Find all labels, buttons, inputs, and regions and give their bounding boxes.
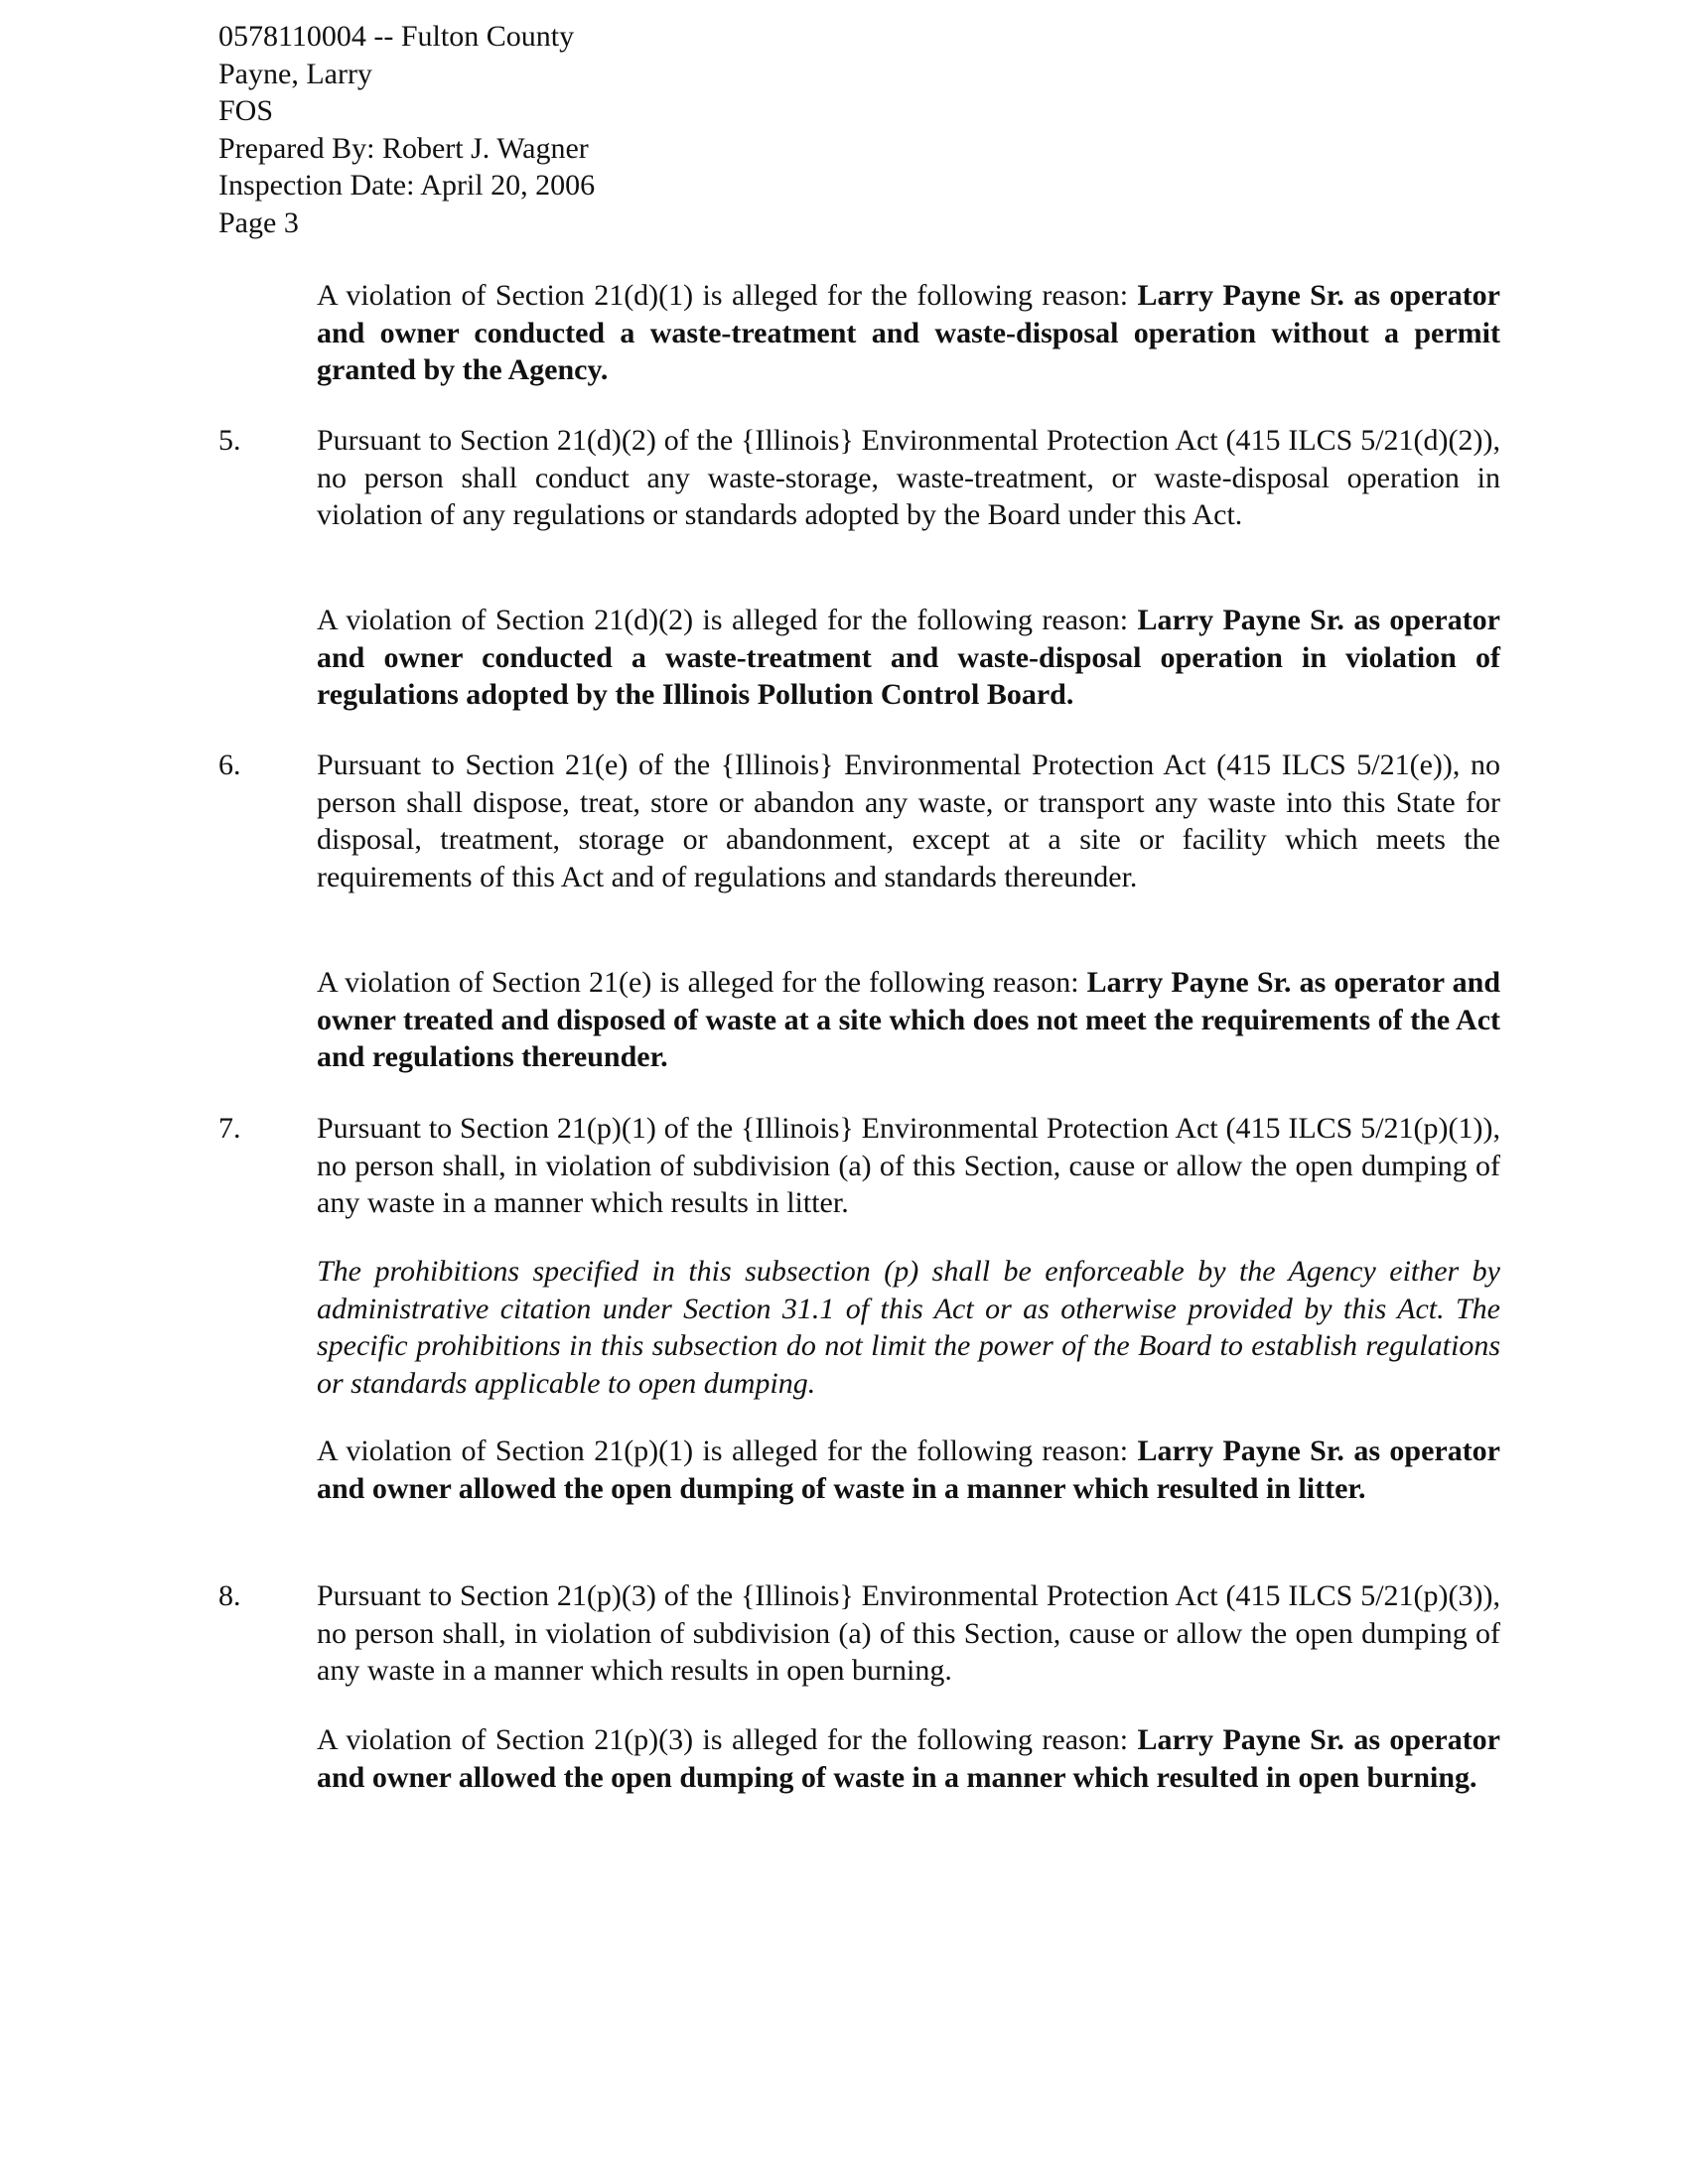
document-header bbox=[218, 18, 1112, 241]
violation-6-reason: Larry Payne Sr. as operator and owner treated and disposed of waste at a site which does not meet the requirements of the Act and regulations thereunder. bbox=[317, 966, 1500, 1073]
header-case-line: 0578110004 -- Fulton County bbox=[218, 20, 575, 53]
violation-5-lead: A violation of Section 21(d)(2) is alleged for the following reason: bbox=[317, 604, 1138, 636]
header-fos-line: FOS bbox=[218, 94, 274, 127]
violation-7-reason: Larry Payne Sr. as operator and owner allowed the open dumping of waste in a manner which resulted in litter. bbox=[317, 1434, 1500, 1505]
item-6-paragraph: Pursuant to Section 21(e) of the {Illinois} Environmental Protection Act (415 ILCS 5/21(e)), no person shall dispose, treat, store or abandon any waste, or transport any waste into this State for disposal, treatment, storage or abandonment, except at a site or facility which meets the requirements of this Act and of regulations and standards thereunder. bbox=[317, 749, 1500, 893]
item-6-number: 6. bbox=[218, 749, 241, 781]
violation-8-paragraph bbox=[317, 1721, 1500, 1796]
violation-7-lead: A violation of Section 21(p)(1) is alleged for the following reason: bbox=[317, 1434, 1138, 1467]
item-5-paragraph: Pursuant to Section 21(d)(2) of the {Illinois} Environmental Protection Act (415 ILCS 5/21(d)(2)), no person shall conduct any waste-storage, waste-treatment, or waste-disposal operation in violation of any regulations or standards adopted by the Board under this Act. bbox=[317, 424, 1500, 531]
item-8-paragraph: Pursuant to Section 21(p)(3) of the {Illinois} Environmental Protection Act (415 ILCS 5/21(p)(3)), no person shall, in violation of subdivision (a) of this Section, cause or allow the open dumping of any waste in a manner which results in open burning. bbox=[317, 1579, 1500, 1687]
header-page-number: Page 3 bbox=[218, 205, 299, 239]
violation-6-paragraph bbox=[317, 964, 1500, 1076]
violation-8-lead: A violation of Section 21(p)(3) is alleged for the following reason: bbox=[317, 1723, 1138, 1756]
violation-4-reason: Larry Payne Sr. as operator and owner conducted a waste-treatment and waste-disposal operation without a permit granted by the Agency. bbox=[317, 279, 1500, 386]
item-7-number: 7. bbox=[218, 1112, 241, 1145]
violation-5-reason: Larry Payne Sr. as operator and owner conducted a waste-treatment and waste-disposal operation in violation of regulations adopted by the Illinois Pollution Control Board. bbox=[317, 604, 1500, 711]
header-name-line: Payne, Larry bbox=[218, 57, 372, 90]
item-7-italic-note bbox=[317, 1253, 1500, 1402]
violation-4-paragraph bbox=[317, 277, 1500, 389]
header-prepared-by-line: Prepared By: Robert J. Wagner bbox=[218, 131, 589, 165]
violation-7-paragraph bbox=[317, 1433, 1500, 1507]
violation-8-reason: Larry Payne Sr. as operator and owner allowed the open dumping of waste in a manner which resulted in open burning. bbox=[317, 1723, 1500, 1794]
item-7-paragraph: Pursuant to Section 21(p)(1) of the {Illinois} Environmental Protection Act (415 ILCS 5/21(p)(1)), no person shall, in violation of subdivision (a) of this Section, cause or allow the open dumping of any waste in a manner which results in litter. bbox=[317, 1112, 1500, 1219]
item-7-italic-text: The prohibitions specified in this subsection (p) shall be enforceable by the Agency either by administrative citation under Section 31.1 of this Act or as otherwise provided by this Act. The specific prohibitions in this subsection do not limit the power of the Board to establish regulations or standards applicable to open dumping. bbox=[317, 1255, 1500, 1400]
item-5-number: 5. bbox=[218, 424, 241, 457]
violation-5-paragraph bbox=[317, 602, 1500, 714]
violation-6-lead: A violation of Section 21(e) is alleged for the following reason: bbox=[317, 966, 1087, 999]
header-inspection-date-line: Inspection Date: April 20, 2006 bbox=[218, 169, 596, 202]
item-8-number: 8. bbox=[218, 1579, 241, 1612]
violation-4-lead: A violation of Section 21(d)(1) is alleged for the following reason: bbox=[317, 279, 1138, 312]
